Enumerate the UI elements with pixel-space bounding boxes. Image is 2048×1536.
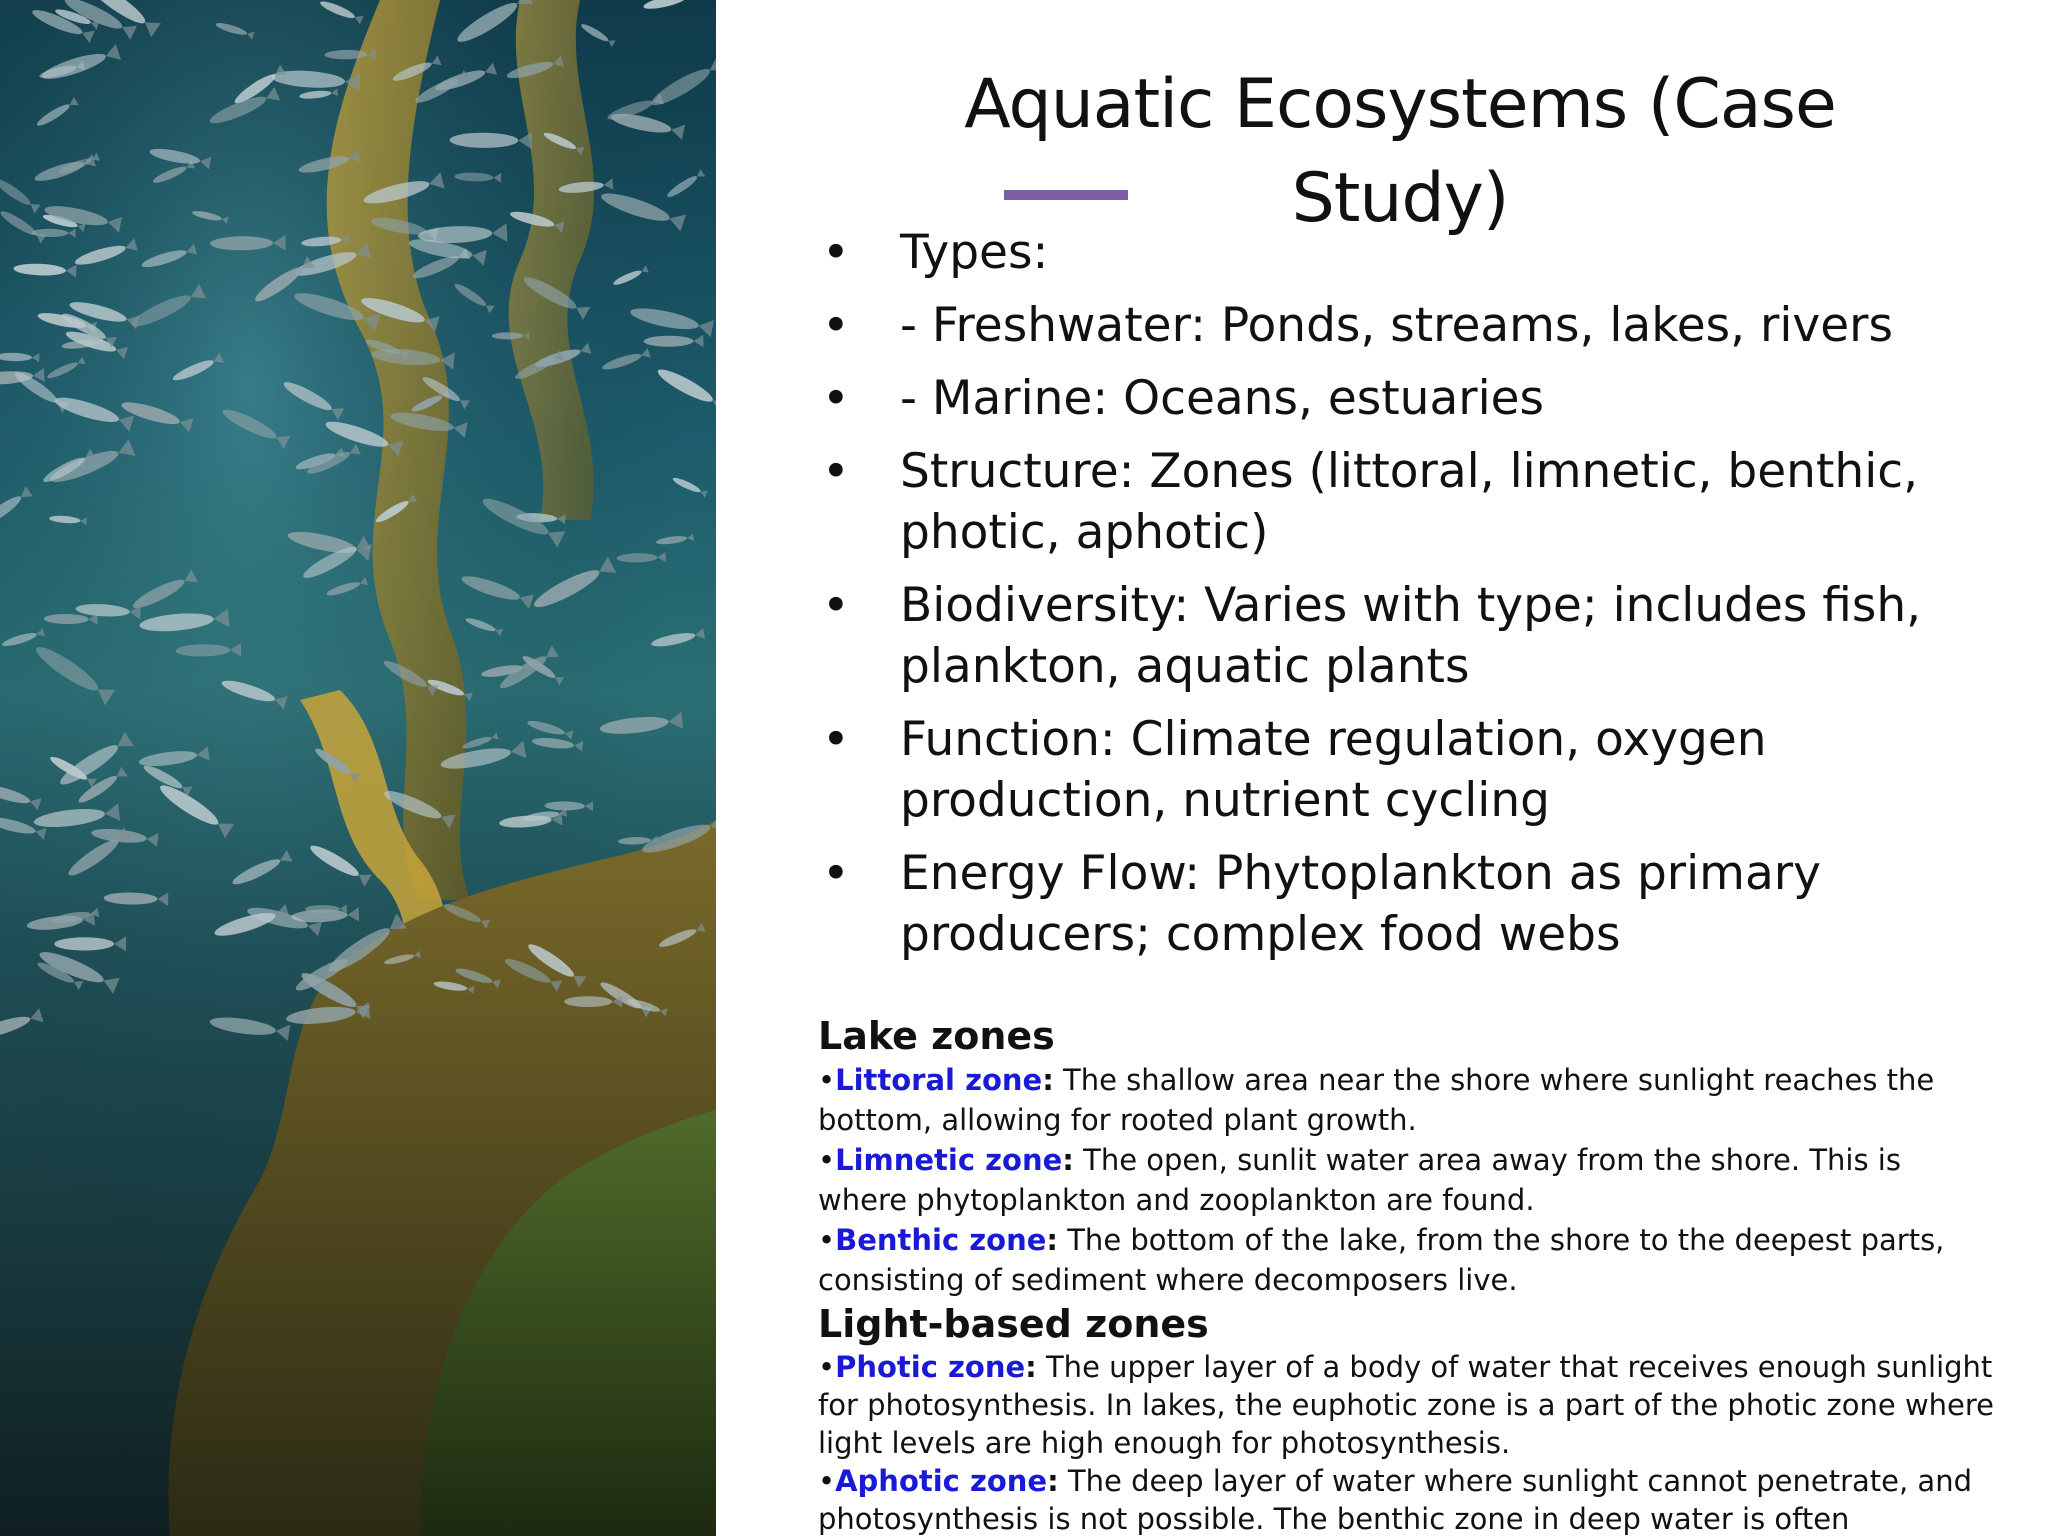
bullet-text: Energy Flow: Phytoplankton as primary producers; complex food webs bbox=[900, 846, 1821, 962]
underwater-scene-illustration bbox=[0, 0, 716, 1536]
bullet-text: Types: bbox=[900, 225, 1049, 280]
bullet-item bbox=[820, 222, 2000, 283]
bullet-dot-icon: • bbox=[822, 444, 850, 499]
term-colon: : bbox=[1025, 1350, 1037, 1384]
zone-item bbox=[818, 1060, 1998, 1140]
bullet-text: - Freshwater: Ponds, streams, lakes, rivers bbox=[900, 298, 1893, 353]
zones-notes bbox=[818, 1012, 1998, 1536]
zone-term: Benthic zone bbox=[835, 1223, 1047, 1257]
bullet-item bbox=[820, 575, 2000, 697]
bullet-item bbox=[820, 441, 2000, 563]
bullet-dot-icon: • bbox=[818, 1063, 836, 1097]
zone-description: The open, sunlit water area away from the shore. This is where phytoplankton and zooplankton are found. bbox=[818, 1143, 1901, 1217]
bullet-dot-icon: • bbox=[822, 225, 850, 280]
zone-item bbox=[818, 1220, 1998, 1300]
bullet-item bbox=[820, 843, 2000, 965]
title-accent-bar bbox=[1004, 190, 1128, 200]
bullet-item bbox=[820, 295, 2000, 356]
term-colon: : bbox=[1042, 1063, 1054, 1097]
bullet-dot-icon: • bbox=[822, 298, 850, 353]
zone-term: Photic zone bbox=[835, 1350, 1026, 1384]
bullet-text: Biodiversity: Varies with type; includes fish, plankton, aquatic plants bbox=[900, 578, 1922, 694]
zone-description: The upper layer of a body of water that receives enough sunlight for photosynthesis. In lakes, the euphotic zone is a part of the photic zone where light levels are high enough for photosynthesis. bbox=[818, 1350, 1995, 1460]
bullet-text: - Marine: Oceans, estuaries bbox=[900, 371, 1545, 426]
bullet-text: Function: Climate regulation, oxygen production, nutrient cycling bbox=[900, 712, 1767, 828]
bullet-dot-icon: • bbox=[822, 846, 850, 901]
zone-item bbox=[818, 1462, 1998, 1536]
zone-description: The bottom of the lake, from the shore to the deepest parts, consisting of sediment where decomposers live. bbox=[818, 1223, 1945, 1297]
zone-description: The shallow area near the shore where sunlight reaches the bottom, allowing for rooted plant growth. bbox=[818, 1063, 1935, 1137]
bullet-dot-icon: • bbox=[818, 1464, 836, 1498]
zone-description: The deep layer of water where sunlight cannot penetrate, and photosynthesis is not possible. The benthic zone in deep water is often bbox=[818, 1464, 1972, 1536]
bullet-text: Structure: Zones (littoral, limnetic, benthic, photic, aphotic) bbox=[900, 444, 1919, 560]
bullet-dot-icon: • bbox=[818, 1223, 836, 1257]
light-zones-heading: Light-based zones bbox=[818, 1302, 1209, 1346]
term-colon: : bbox=[1062, 1143, 1074, 1177]
term-colon: : bbox=[1046, 1223, 1058, 1257]
underwater-photo bbox=[0, 0, 716, 1536]
slide-title: Aquatic Ecosystems (Case Study) bbox=[964, 65, 1836, 238]
bullet-dot-icon: • bbox=[822, 371, 850, 426]
zone-item bbox=[818, 1348, 1998, 1462]
bullet-item bbox=[820, 709, 2000, 831]
bullet-item bbox=[820, 368, 2000, 429]
zone-item bbox=[818, 1140, 1998, 1220]
bullet-dot-icon: • bbox=[818, 1143, 836, 1177]
main-bullet-list bbox=[820, 222, 2000, 977]
zone-term: Littoral zone bbox=[835, 1063, 1043, 1097]
zone-term: Aphotic zone bbox=[835, 1464, 1048, 1498]
bullet-dot-icon: • bbox=[822, 578, 850, 633]
term-colon: : bbox=[1047, 1464, 1059, 1498]
bullet-dot-icon: • bbox=[822, 712, 850, 767]
lake-zones-heading: Lake zones bbox=[818, 1014, 1055, 1058]
zone-term: Limnetic zone bbox=[835, 1143, 1063, 1177]
bullet-dot-icon: • bbox=[818, 1350, 836, 1384]
